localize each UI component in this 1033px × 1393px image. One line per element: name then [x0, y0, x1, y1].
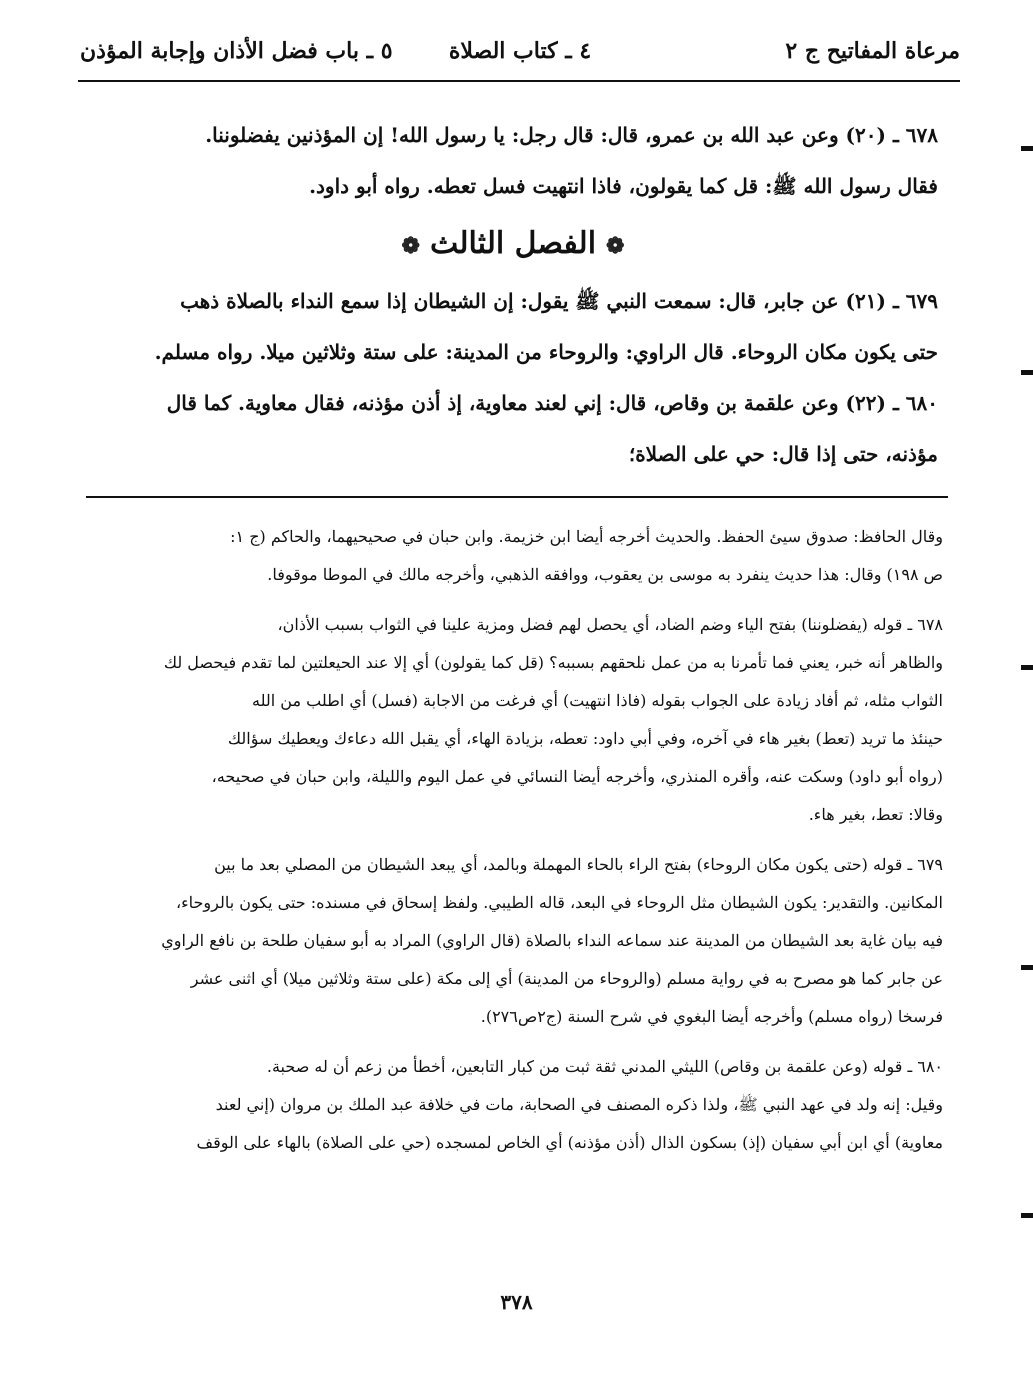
commentary-line: الثواب مثله، ثم أفاد زيادة على الجواب بقوله (فاذا انتهيت) أي فرغت من الاجابة (فسل) أي اطلب من الله	[251, 691, 943, 710]
commentary-line: حينئذ ما تريد (تعط) بغير هاء في آخره، وفي أبي داود: تعطه، بزيادة الهاء، أي يقبل الله دعاءك ويعطيك سؤالك	[227, 729, 943, 748]
section-title-text: الفصل الثالث	[429, 226, 597, 261]
commentary-line: وقيل: إنه ولد في عهد النبي ﷺ، ولذا ذكره المصنف في الصحابة، مات في خلافة عبد الملك بن مروان (إني لعند	[215, 1095, 943, 1114]
commentary	[78, 518, 943, 1162]
header-rule	[78, 80, 960, 82]
margin-mark	[1021, 1213, 1033, 1218]
ornament-icon: ❁	[606, 233, 625, 259]
hadith-line: ٦٨٠ ـ (٢٢) وعن علقمة بن وقاص، قال: إني لعند معاوية، إذ أذن مؤذنه، فقال معاوية. كما قال	[166, 391, 938, 415]
hadith-line: حتى يكون مكان الروحاء. قال الراوي: والروحاء من المدينة: على ستة وثلاثين ميلا. رواه مسلم.	[154, 340, 938, 364]
commentary-line: وقالا: تعط، بغير هاء.	[808, 805, 943, 824]
header-section: ٥ ـ باب فضل الأذان وإجابة المؤذن	[80, 38, 393, 64]
commentary-line: ٦٨٠ ـ قوله (وعن علقمة بن وقاص) الليثي المدني ثقة ثبت من كبار التابعين، أخطأ من زعم أن له صحبة.	[266, 1057, 943, 1076]
running-header	[80, 30, 960, 80]
page-number: ٣٧٨	[500, 1290, 533, 1314]
hadith-line: ٦٧٩ ـ (٢١) عن جابر، قال: سمعت النبي ﷺ يقول: إن الشيطان إذا سمع النداء بالصلاة ذهب	[180, 289, 938, 313]
commentary-line: فرسخا (رواه مسلم) وأخرجه أيضا البغوي في شرح السنة (ج٢ص٢٧٦).	[480, 1007, 943, 1026]
section-heading	[88, 212, 938, 276]
margin-mark	[1021, 665, 1033, 670]
commentary-line: والظاهر أنه خبر، يعني فما تأمرنا به من عمل نلحقهم بسببه؟ (قل كما يقولون) أي إلا عند الحيعلتين لما تقدم فيحصل لك	[163, 653, 943, 672]
hadith-text	[88, 110, 938, 480]
ornament-icon: ❁	[401, 233, 420, 259]
commentary-line: فيه بيان غاية بعد الشيطان من المدينة عند سماعه النداء بالصلاة (قال الراوي) المراد به أبو سفيان طلحة بن نافع الراوي	[161, 931, 943, 950]
margin-mark	[1021, 965, 1033, 970]
commentary-line: وقال الحافظ: صدوق سيئ الحفظ. والحديث أخرجه أيضا ابن خزيمة. وابن حبان في صحيحيهما، والحاكم (ج ١:	[230, 527, 943, 546]
margin-mark	[1021, 370, 1033, 375]
commentary-line: المكانين. والتقدير: يكون الشيطان مثل الروحاء في البعد، قاله الطيبي. ولفظ إسحاق في مسنده: حتى يكون بالروحاء،	[175, 893, 943, 912]
margin-mark	[1021, 146, 1033, 151]
commentary-line: ٦٧٩ ـ قوله (حتى يكون مكان الروحاء) بفتح الراء بالحاء المهملة وبالمد، أي يبعد الشيطان من المصلي بعد ما بين	[214, 855, 943, 874]
commentary-line: معاوية) أي ابن أبي سفيان (إذ) بسكون الذال (أذن مؤذنه) أي الخاص لمسجده (حي على الصلاة) بالهاء على الوقف	[196, 1133, 943, 1152]
header-chapter: ٤ ـ كتاب الصلاة	[448, 38, 592, 64]
header-book-title: مرعاة المفاتيح ج ٢	[785, 38, 960, 64]
commentary-line: عن جابر كما هو مصرح به في رواية مسلم (والروحاء من المدينة) أي إلى مكة (على ستة وثلاثين ميلا) أي اثنى عشر	[190, 969, 943, 988]
hadith-line: ٦٧٨ ـ (٢٠) وعن عبد الله بن عمرو، قال: قال رجل: يا رسول الله! إن المؤذنين يفضلوننا.	[205, 123, 938, 147]
commentary-line: (رواه أبو داود) وسكت عنه، وأقره المنذري، وأخرجه أيضا النسائي في عمل اليوم والليلة، وابن حبان في صحيحه،	[211, 767, 943, 786]
hadith-line: فقال رسول الله ﷺ: قل كما يقولون، فاذا انتهيت فسل تعطه. رواه أبو داود.	[309, 174, 938, 198]
commentary-line: ٦٧٨ ـ قوله (يفضلوننا) بفتح الياء وضم الضاد، أي يحصل لهم فضل ومزية علينا في الثواب بسبب الأذان،	[277, 615, 943, 634]
commentary-line: ص ١٩٨) وقال: هذا حديث ينفرد به موسى بن يعقوب، ووافقه الذهبي، وأخرجه مالك في الموطا موقوفا.	[267, 565, 943, 584]
hadith-line: مؤذنه، حتى إذا قال: حي على الصلاة؛	[628, 442, 938, 466]
footnote-rule	[86, 496, 948, 498]
